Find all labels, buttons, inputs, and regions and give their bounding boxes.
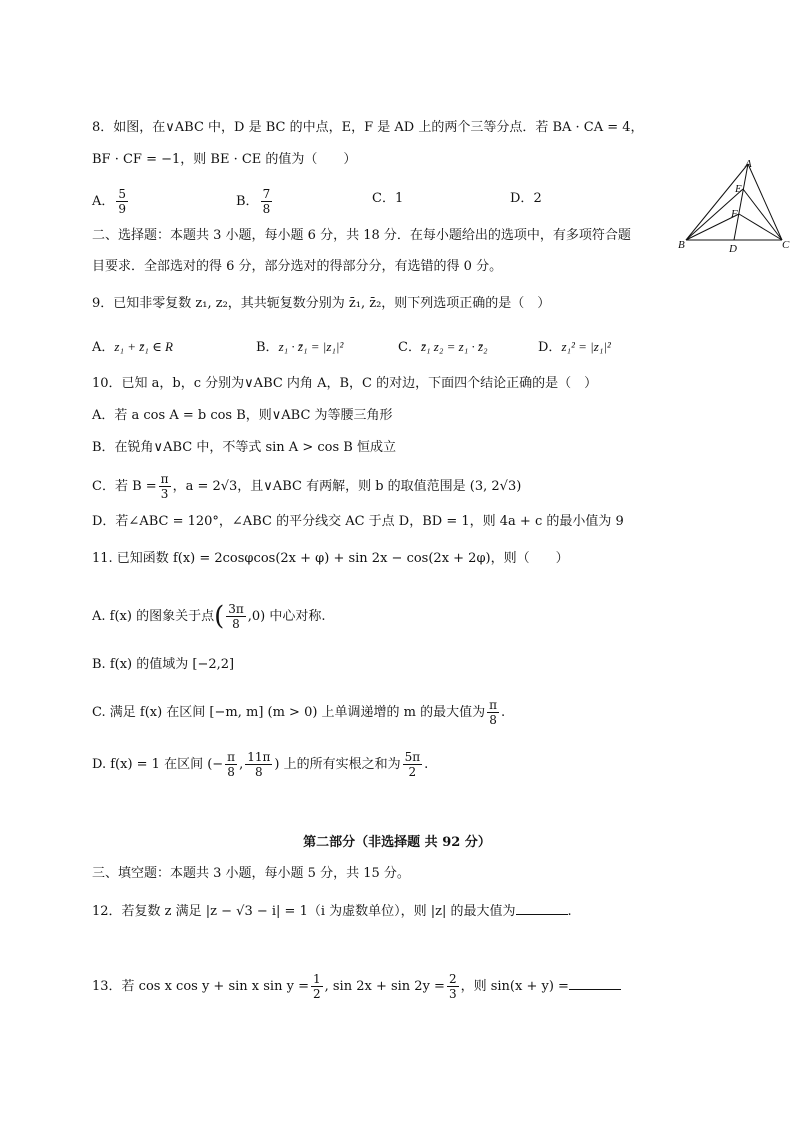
text-segment: 13．若 cos x cos y + sin x sin y = xyxy=(92,979,309,994)
option-text: z₁² = |z₁|² xyxy=(561,339,611,354)
option-label: D． xyxy=(538,340,562,355)
section3-heading: 三、填空题：本题共 3 小题，每小题 5 分，共 15 分。 xyxy=(92,866,410,881)
q9-option-b xyxy=(256,337,343,358)
denominator: 8 xyxy=(232,617,240,631)
denominator: 9 xyxy=(118,202,127,216)
option-text: z̄₁ z₂ = z₁ · z̄₂ xyxy=(420,339,488,354)
period: . xyxy=(501,705,506,720)
text-segment: ，a = 2√3，且∨ABC 有两解，则 b 的取值范围是 (3, 2√3) xyxy=(172,479,522,494)
left-paren: ( xyxy=(214,601,225,632)
text-segment: D. f(x) = 1 在区间 (− xyxy=(92,757,224,772)
label-c: C xyxy=(782,239,790,251)
q12-stem xyxy=(92,900,572,922)
option-text: 2 xyxy=(533,191,542,206)
label-b: B xyxy=(678,239,685,251)
fraction xyxy=(226,602,246,631)
option-label: D． xyxy=(510,191,534,206)
option-label: A． xyxy=(92,340,115,355)
q10-option-b: B．在锐角∨ABC 中，不等式 sin A > cos B 恒成立 xyxy=(92,440,396,455)
fraction xyxy=(311,972,323,1001)
q9-option-a xyxy=(92,337,173,358)
edge-ab xyxy=(686,164,748,240)
label-a: A xyxy=(745,158,752,170)
text-segment: A. f(x) 的图象关于点 xyxy=(92,609,215,624)
denominator: 3 xyxy=(448,987,457,1001)
option-label: B． xyxy=(236,194,259,209)
q13-stem xyxy=(92,972,621,1001)
denominator: 2 xyxy=(408,765,417,779)
text-segment: 12．若复数 z 满足 |z − √3 − i| = 1（i 为虚数单位），则 |z| 的最大值为 xyxy=(92,904,516,919)
q11-option-d xyxy=(92,750,428,779)
q8-option-c xyxy=(372,189,403,209)
denominator: 8 xyxy=(227,765,235,779)
text-segment: ,0) 中心对称. xyxy=(247,609,326,624)
answer-blank[interactable] xyxy=(569,975,621,990)
fraction xyxy=(225,750,237,779)
q11-stem: 11. 已知函数 f(x) = 2cosφcos(2x + φ) + sin 2x − cos(2x + 2φ)，则（ ） xyxy=(92,551,569,566)
numerator: 7 xyxy=(262,187,271,201)
denominator: 3 xyxy=(160,487,169,501)
fraction xyxy=(159,472,171,501)
fraction xyxy=(487,698,499,727)
numerator: 1 xyxy=(312,972,321,986)
fraction xyxy=(245,750,272,779)
option-text: 1 xyxy=(394,191,404,206)
triangle-figure xyxy=(676,156,794,256)
median-ad xyxy=(734,164,748,240)
section2-line2: 目要求．全部选对的得 6 分，部分选对的得部分分，有选错的得 0 分。 xyxy=(92,259,503,274)
q8-line1: 8．如图，在∨ABC 中，D 是 BC 的中点，E，F 是 AD 上的两个三等分点．若 BA · CA = 4， xyxy=(92,120,644,135)
denominator: 8 xyxy=(489,713,497,727)
q10-option-d: D．若∠ABC = 120°，∠ABC 的平分线交 AC 于点 D，BD = 1，则 4a + c 的最小值为 9 xyxy=(92,514,624,529)
text-segment: ) 上的所有实根之和为 xyxy=(274,757,401,772)
period: . xyxy=(424,757,429,772)
fraction xyxy=(116,187,128,216)
label-f: F xyxy=(731,208,738,220)
numerator: 2 xyxy=(448,972,457,986)
text-segment: C．若 B = xyxy=(92,479,157,494)
q10-option-a: A．若 a cos A = b cos B，则∨ABC 为等腰三角形 xyxy=(92,408,393,423)
numerator: π xyxy=(227,750,236,764)
q10-stem: 10．已知 a，b，c 分别为∨ABC 内角 A，B，C 的对边，下面四个结论正确的是（ ） xyxy=(92,376,598,391)
segment-cf xyxy=(739,214,782,240)
q9-stem: 9．已知非零复数 z₁, z₂，其共轭复数分别为 z̄₁, z̄₂，则下列选项正确的是（ ） xyxy=(92,296,551,311)
q9-option-d xyxy=(538,337,611,358)
text-segment: ，则 sin(x + y) = xyxy=(460,979,569,994)
fraction xyxy=(447,972,459,1001)
q10-option-c xyxy=(92,472,521,501)
q11-option-c xyxy=(92,698,505,727)
numerator: 5 xyxy=(118,187,127,201)
option-label: C． xyxy=(398,340,421,355)
numerator: 11π xyxy=(247,750,271,764)
q8-option-a xyxy=(92,187,130,216)
text-segment: C. 满足 f(x) 在区间 [−m, m] (m > 0) 上单调递增的 m 的最大值为 xyxy=(92,705,486,720)
text-segment: , xyxy=(239,757,244,772)
q9-option-c xyxy=(398,337,488,358)
numerator: π xyxy=(489,698,498,712)
fraction xyxy=(261,187,273,216)
part2-title: 第二部分（非选择题 共 92 分） xyxy=(303,835,491,850)
option-label: B． xyxy=(256,340,279,355)
numerator: 3π xyxy=(228,602,244,616)
option-text: z₁ · z̄₁ = |z₁|² xyxy=(278,339,344,354)
fraction xyxy=(403,750,423,779)
option-label: C． xyxy=(372,191,395,206)
denominator: 2 xyxy=(312,987,321,1001)
period: . xyxy=(567,904,572,919)
denominator: 8 xyxy=(254,765,263,779)
numerator: 5π xyxy=(404,750,421,764)
label-d: D xyxy=(729,243,737,255)
label-e: E xyxy=(735,183,742,195)
option-label: A． xyxy=(92,194,115,209)
numerator: π xyxy=(160,472,169,486)
q8-option-d xyxy=(510,189,542,209)
text-segment: , sin 2x + sin 2y = xyxy=(324,979,445,994)
answer-blank[interactable] xyxy=(516,900,568,915)
q11-option-a xyxy=(92,602,326,631)
q11-option-b: B. f(x) 的值域为 [−2,2] xyxy=(92,657,235,672)
q8-option-b xyxy=(236,187,274,216)
option-text: z₁ + z̄₁ ∈ R xyxy=(114,339,173,354)
section2-line1: 二、选择题：本题共 3 小题，每小题 6 分，共 18 分．在每小题给出的选项中，有多项符合题 xyxy=(92,228,631,243)
q8-line2: BF · CF = −1，则 BE · CE 的值为（ ） xyxy=(92,152,357,167)
denominator: 8 xyxy=(262,202,271,216)
